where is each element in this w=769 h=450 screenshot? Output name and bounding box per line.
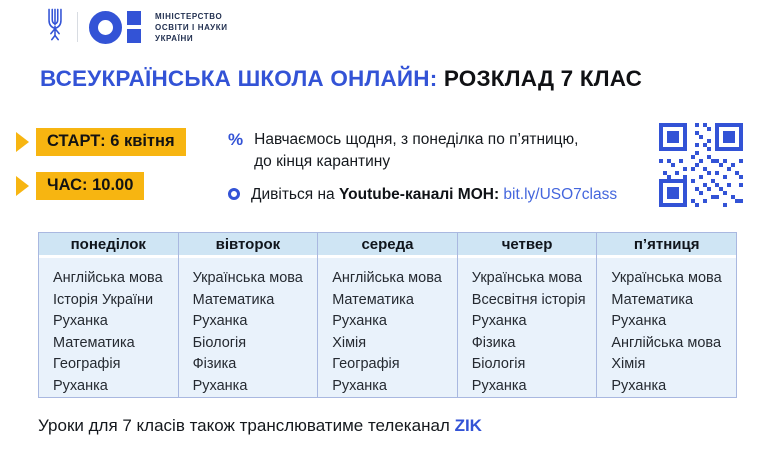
subject-list <box>39 258 178 397</box>
arrow-right-icon <box>16 132 29 152</box>
subject: Фізика <box>471 334 516 351</box>
subject: Математика <box>611 291 694 308</box>
subject: Руханка <box>332 377 387 394</box>
subject: Руханка <box>471 377 527 394</box>
circle-bullet-icon <box>228 188 240 200</box>
day-header: четвер <box>458 233 597 255</box>
title-highlight: ВСЕУКРАЇНСЬКА ШКОЛА ОНЛАЙН: <box>40 66 438 91</box>
arrow-right-icon <box>16 176 29 196</box>
watch-prefix: Дивіться на <box>251 186 335 203</box>
subject: Українська мова <box>611 270 722 286</box>
subject: Українська мова <box>192 270 303 286</box>
watch-note <box>228 184 617 206</box>
subject: Руханка <box>53 377 108 394</box>
day-column-thursday <box>457 233 597 397</box>
subject: Руханка <box>53 313 108 329</box>
subject-list <box>597 258 736 397</box>
trident-icon <box>44 7 66 47</box>
subject: Біологія <box>192 334 247 351</box>
day-column-wednesday <box>317 233 457 397</box>
subject: Руханка <box>611 377 667 394</box>
day-header: п’ятниця <box>597 233 736 255</box>
subject: Хімія <box>332 334 367 351</box>
page-title <box>40 66 642 92</box>
day-header: вівторок <box>179 233 318 255</box>
subject-list <box>179 258 318 397</box>
start-chip: СТАРТ: 6 квітня <box>36 128 186 156</box>
footer-text: Уроки для 7 класів також транслюватиме телеканал <box>38 416 450 435</box>
subject: Географія <box>332 356 400 372</box>
subject: Англійська мова <box>611 334 722 351</box>
ministry-name <box>155 11 228 44</box>
subject: Руханка <box>192 313 248 329</box>
watch-channel: Youtube-каналі МОН: <box>338 186 500 203</box>
subject: Всесвітня історія <box>471 291 586 308</box>
day-header: середа <box>318 233 457 255</box>
subject-list <box>318 258 457 397</box>
percent-icon: % <box>228 130 244 149</box>
note-line-1: Навчаємось щодня, з понеділка по п’ятницю, <box>254 131 579 148</box>
footer-note <box>38 416 482 436</box>
watch-note-text <box>251 184 617 206</box>
schedule-note-text <box>254 129 578 173</box>
ministry-line: ОСВІТИ І НАУКИ <box>155 22 228 32</box>
subject: Англійська мова <box>53 270 163 286</box>
subject: Фізика <box>192 356 237 372</box>
ministry-line: УКРАЇНИ <box>155 33 194 43</box>
schedule-table <box>38 232 737 398</box>
subject: Історія України <box>53 291 154 308</box>
schedule-note <box>228 129 578 173</box>
time-row <box>16 172 144 200</box>
subject: Руханка <box>611 313 667 329</box>
start-row <box>16 128 186 156</box>
footer-channel: ZIK <box>454 416 482 435</box>
subject: Руханка <box>332 313 387 329</box>
subject: Математика <box>53 334 135 351</box>
ministry-line: МІНІСТЕРСТВО <box>155 11 223 21</box>
title-rest: РОЗКЛАД 7 КЛАС <box>443 66 643 91</box>
note-line-2: до кінця карантину <box>254 153 391 170</box>
watch-link[interactable]: bit.ly/USO7class <box>503 186 618 203</box>
time-chip: ЧАС: 10.00 <box>36 172 144 200</box>
day-column-tuesday <box>178 233 318 397</box>
qr-code <box>659 123 743 207</box>
subject: Українська мова <box>471 270 583 286</box>
subject: Математика <box>192 291 275 308</box>
subject: Математика <box>332 291 414 308</box>
subject: Руханка <box>471 313 527 329</box>
subject: Географія <box>53 356 121 372</box>
subject: Англійська мова <box>332 270 442 286</box>
subject: Руханка <box>192 377 248 394</box>
subject-list <box>458 258 597 397</box>
day-column-monday <box>39 233 178 397</box>
brand-header <box>44 7 228 47</box>
day-header: понеділок <box>39 233 178 255</box>
mon-logo-icon <box>89 11 141 44</box>
day-column-friday <box>596 233 736 397</box>
subject: Біологія <box>471 356 526 372</box>
brand-divider <box>77 12 78 42</box>
subject: Хімія <box>611 356 646 372</box>
